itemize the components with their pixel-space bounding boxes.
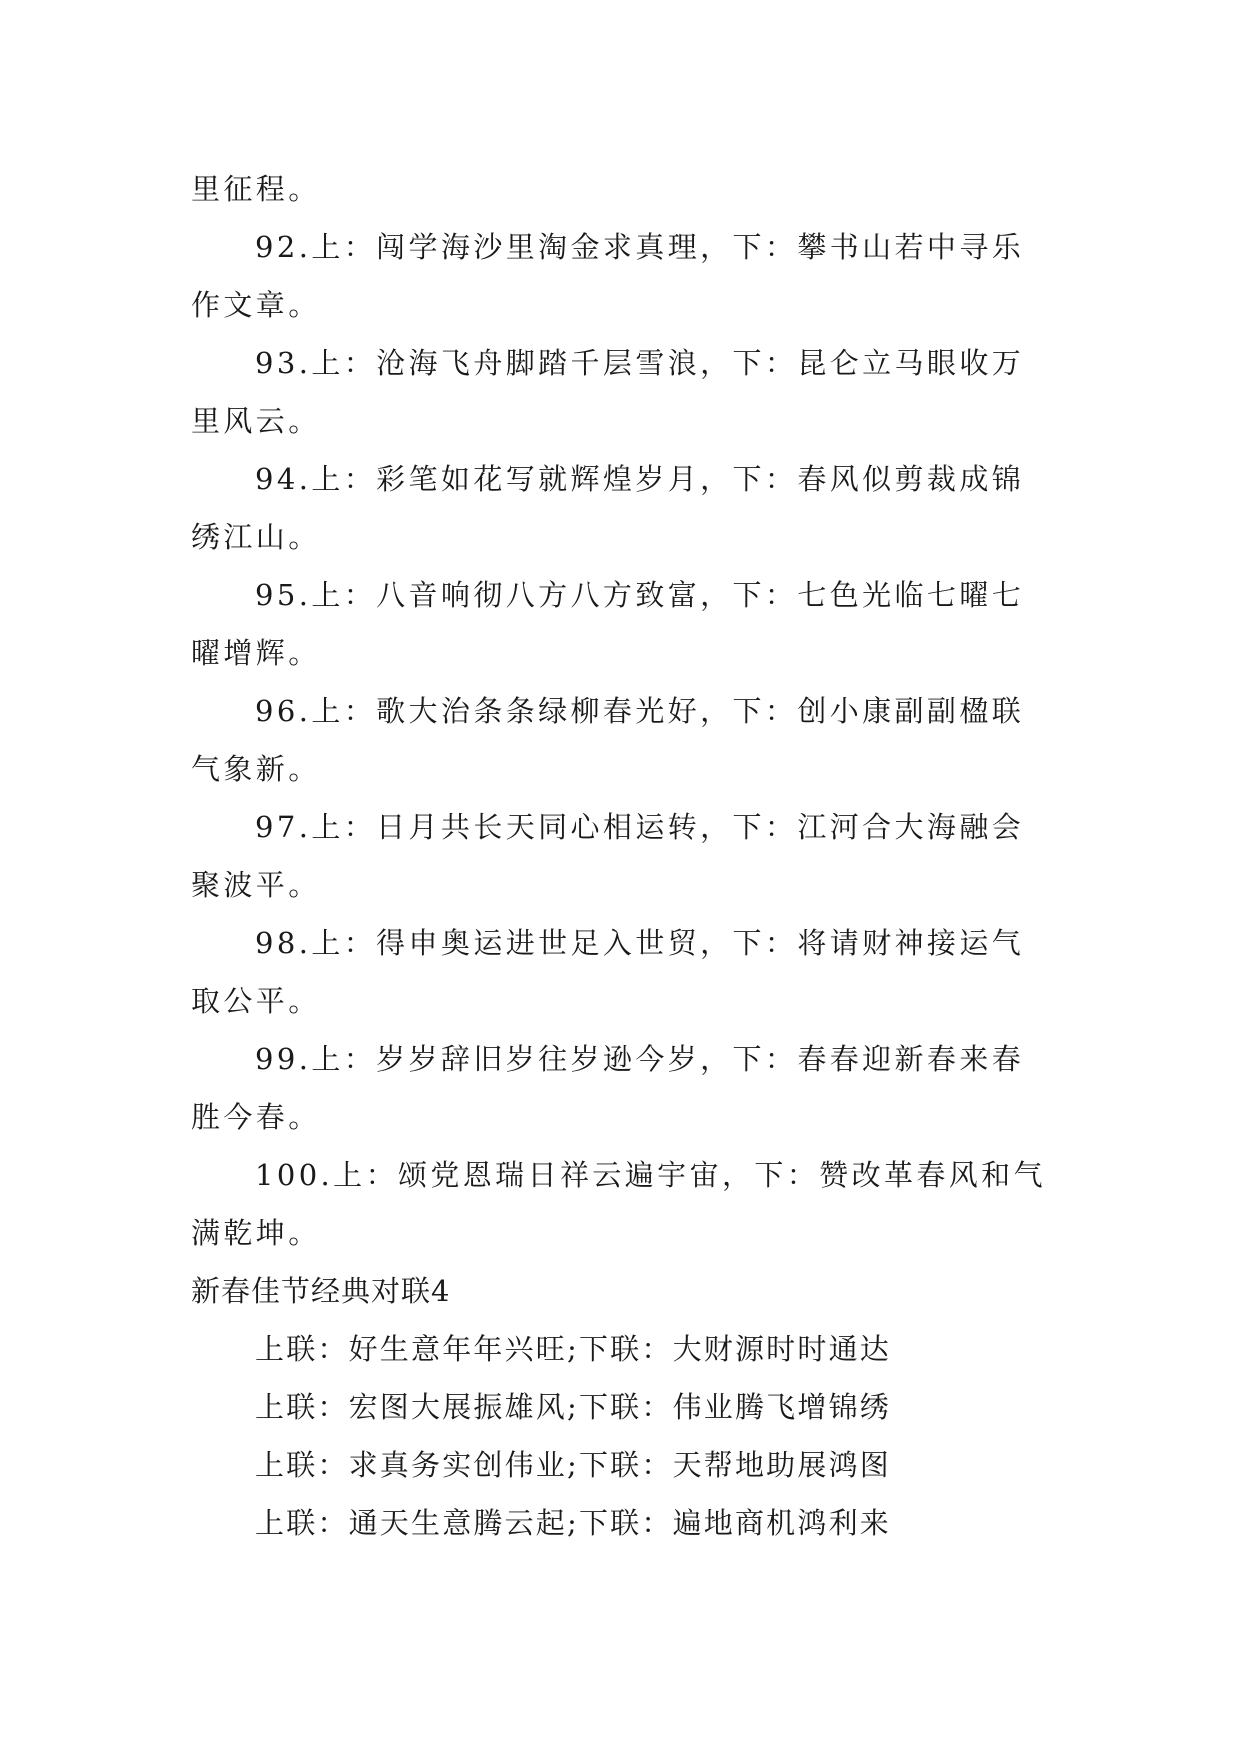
section-heading: 新春佳节经典对联4 — [191, 1274, 451, 1308]
text-line: 里风云。 — [191, 404, 321, 438]
text-line: 满乾坤。 — [191, 1216, 321, 1250]
text-line: 里征程。 — [191, 172, 321, 206]
text-line: 100.上：颂党恩瑞日祥云遍宇宙，下：赞改革春风和气 — [255, 1158, 1046, 1192]
text-line: 99.上：岁岁辞旧岁往岁逊今岁，下：春春迎新春来春 — [255, 1042, 1025, 1076]
text-line: 94.上：彩笔如花写就辉煌岁月，下：春风似剪裁成锦 — [255, 462, 1025, 496]
text-line: 绣江山。 — [191, 520, 321, 554]
text-line: 气象新。 — [191, 752, 321, 786]
couplet-line: 上联：求真务实创伟业;下联：天帮地助展鸿图 — [255, 1448, 891, 1482]
text-line: 93.上：沧海飞舟脚踏千层雪浪，下：昆仑立马眼收万 — [255, 346, 1025, 380]
couplet-line: 上联：好生意年年兴旺;下联：大财源时时通达 — [255, 1332, 891, 1366]
text-line: 取公平。 — [191, 984, 321, 1018]
couplet-line: 上联：宏图大展振雄风;下联：伟业腾飞增锦绣 — [255, 1390, 891, 1424]
text-line: 作文章。 — [191, 288, 321, 322]
couplet-line: 上联：通天生意腾云起;下联：遍地商机鸿利来 — [255, 1506, 891, 1540]
text-line: 92.上：闯学海沙里淘金求真理，下：攀书山若中寻乐 — [255, 230, 1025, 264]
text-line: 98.上：得申奥运进世足入世贸，下：将请财神接运气 — [255, 926, 1025, 960]
document-body — [191, 160, 1055, 1552]
text-line: 97.上：日月共长天同心相运转，下：江河合大海融会 — [255, 810, 1025, 844]
text-line: 曜增辉。 — [191, 636, 321, 670]
text-line: 胜今春。 — [191, 1100, 321, 1134]
text-line: 聚波平。 — [191, 868, 321, 902]
text-line: 95.上：八音响彻八方八方致富，下：七色光临七曜七 — [255, 578, 1025, 612]
text-line: 96.上：歌大治条条绿柳春光好，下：创小康副副楹联 — [255, 694, 1025, 728]
